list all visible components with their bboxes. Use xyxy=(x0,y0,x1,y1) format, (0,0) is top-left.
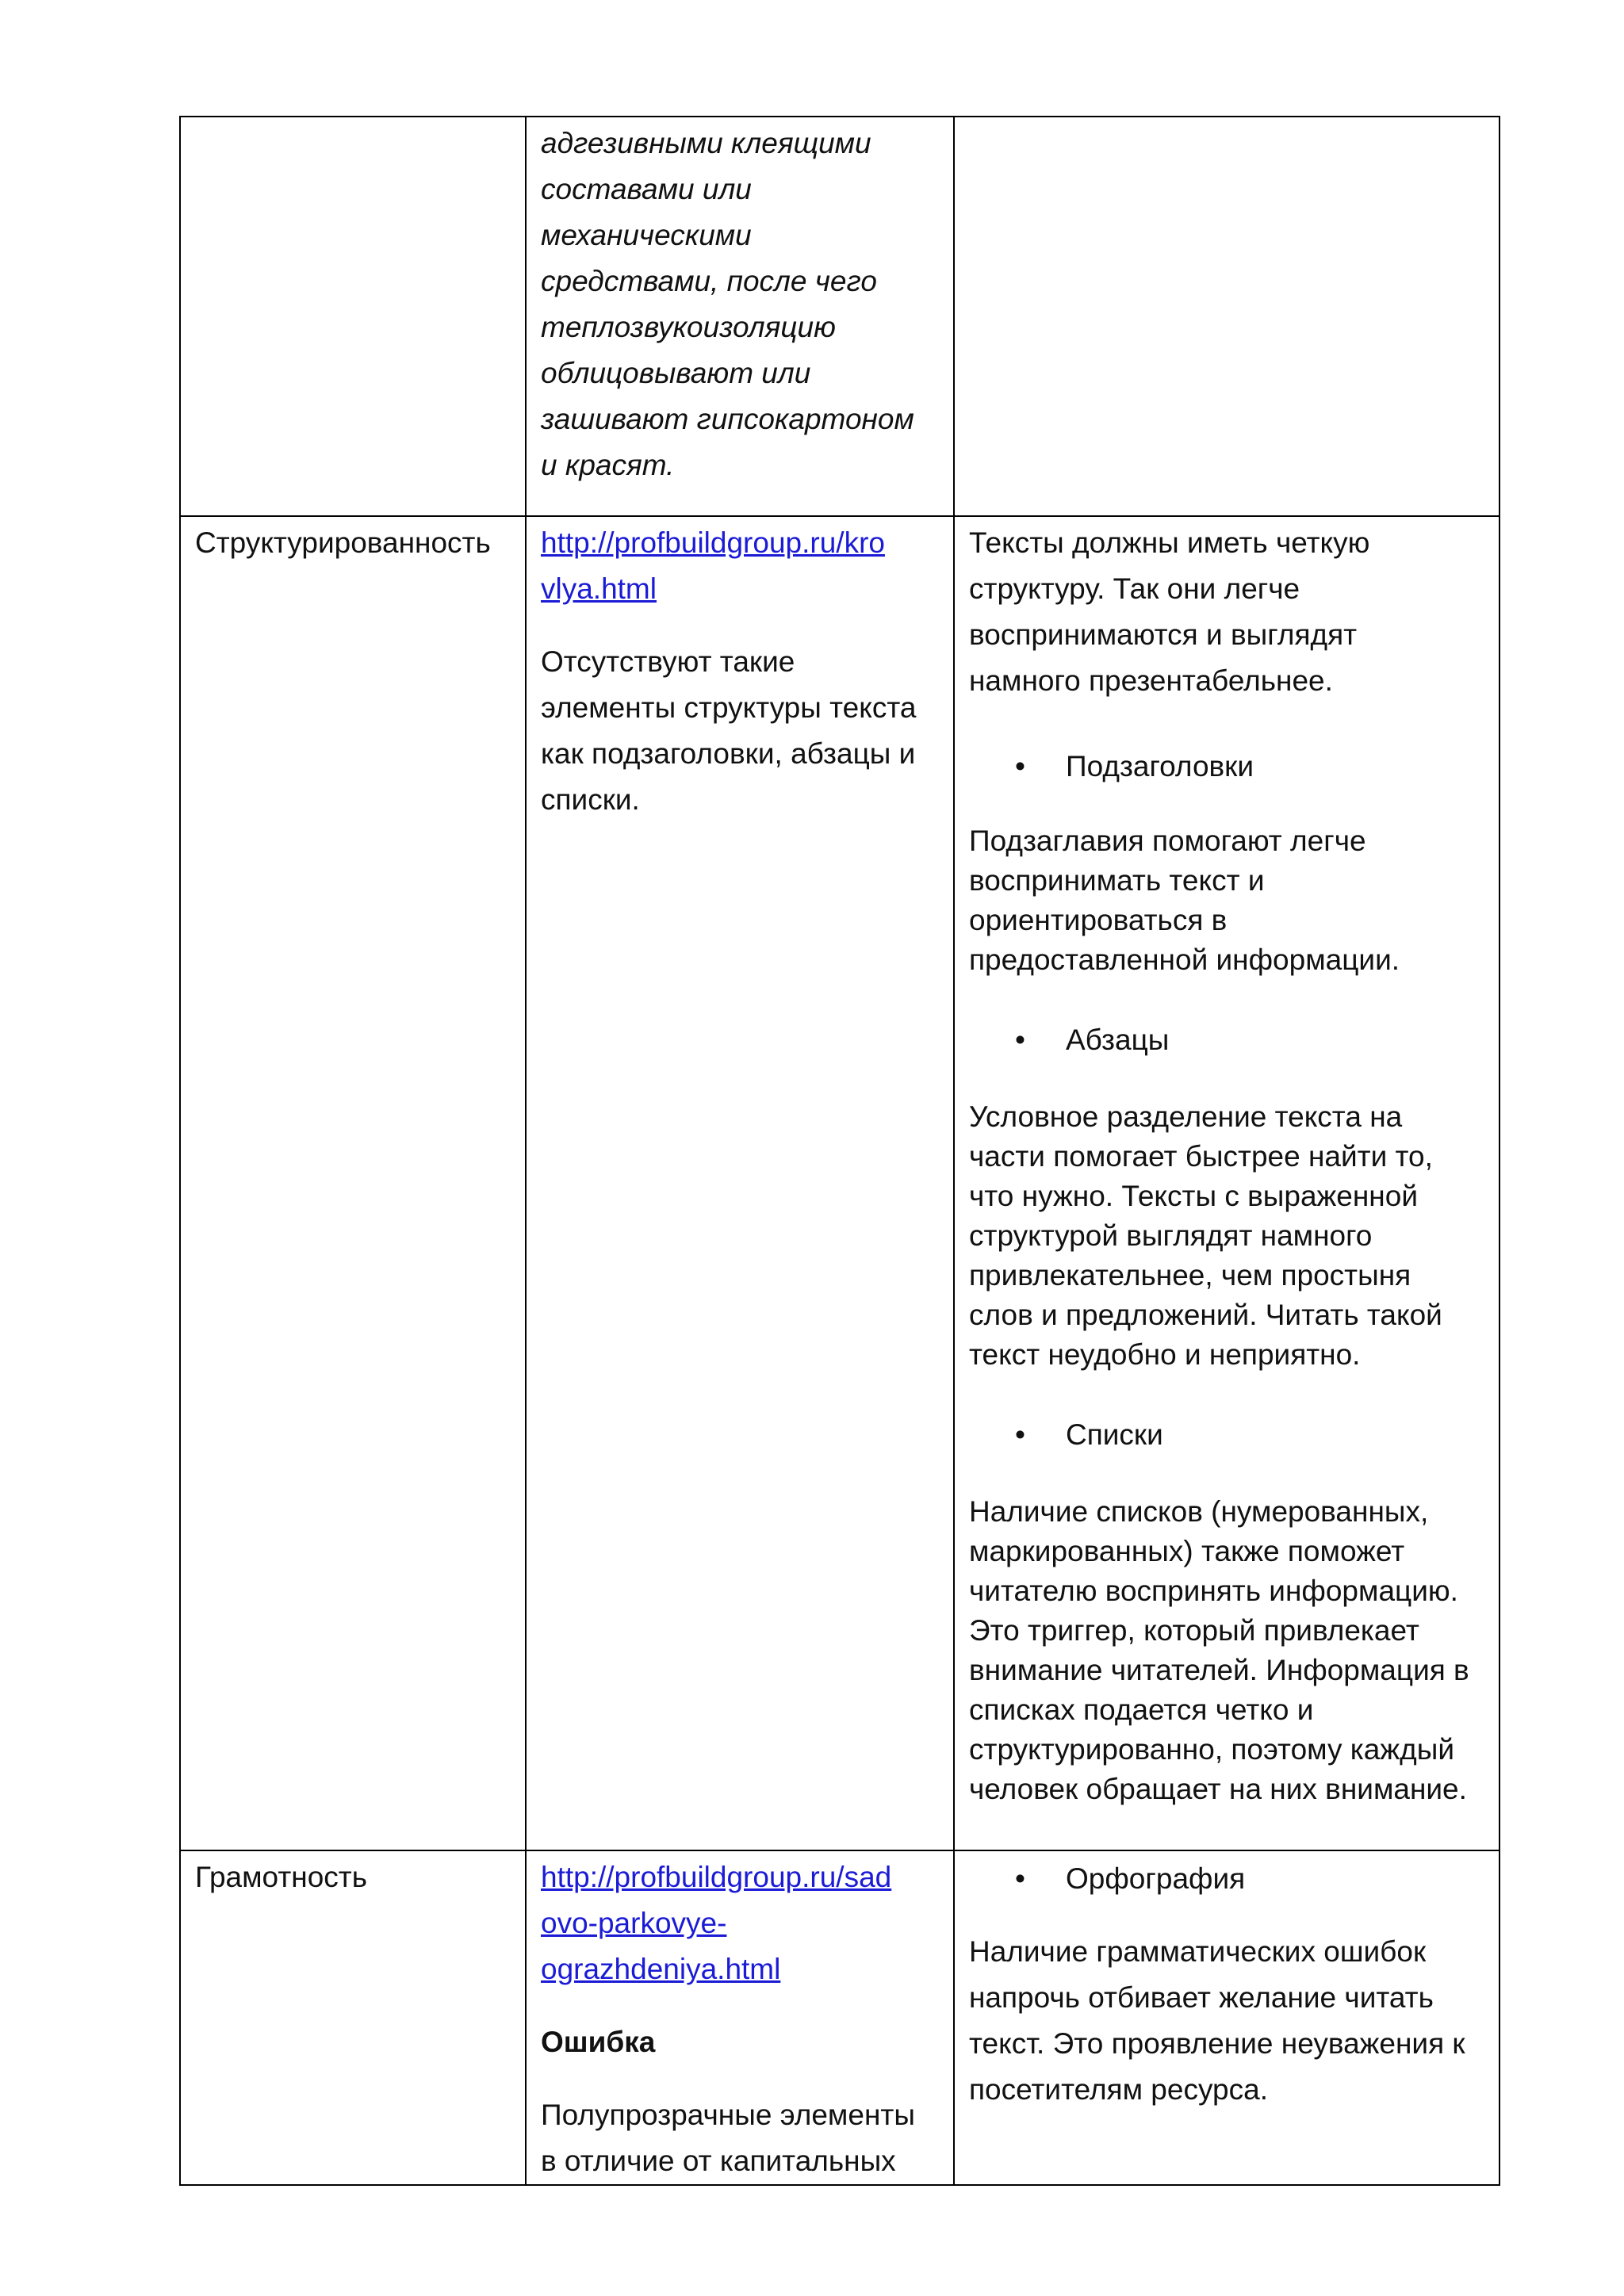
text-line: структурой выглядят намного xyxy=(969,1219,1373,1252)
text-line: элементы структуры текста xyxy=(541,691,917,724)
text-line: воспринимать текст и xyxy=(969,864,1265,897)
text-line: Тексты должны иметь четкую xyxy=(969,526,1370,559)
text-line: Условное разделение текста на xyxy=(969,1100,1403,1133)
paragraph xyxy=(969,1929,1484,2113)
italic-quote xyxy=(541,121,939,488)
bullet-label: Орфография xyxy=(1066,1862,1246,1895)
example-link[interactable] xyxy=(541,1854,939,1992)
text-line: адгезивными клеящими xyxy=(541,127,871,159)
recommendation-cell xyxy=(954,117,1500,516)
text-line: напрочь отбивает желание читать xyxy=(969,1981,1434,2014)
text-line: зашивают гипсокартоном xyxy=(541,403,914,435)
bullet-icon: • xyxy=(1015,1418,1025,1451)
table-row xyxy=(180,117,1500,516)
text-line: слов и предложений. Читать такой xyxy=(969,1299,1442,1331)
text-line: читателю воспринять информацию. xyxy=(969,1575,1458,1607)
bullet-icon: • xyxy=(1015,1024,1025,1056)
example-cell xyxy=(526,516,954,1850)
link-line[interactable]: ovo-parkovye- xyxy=(541,1907,727,1939)
text-line: теплозвукоизоляцию xyxy=(541,311,836,343)
text-line: намного презентабельнее. xyxy=(969,664,1333,697)
text-line: облицовывают или xyxy=(541,357,811,389)
text-line: в отличие от капитальных xyxy=(541,2145,896,2177)
text-line: и красят. xyxy=(541,449,675,481)
link-line[interactable]: http://profbuildgroup.ru/sad xyxy=(541,1861,892,1893)
text-line: структурированно, поэтому каждый xyxy=(969,1733,1454,1766)
text-line: списки. xyxy=(541,783,640,816)
text-line: Это триггер, который привлекает xyxy=(969,1614,1419,1647)
paragraph xyxy=(969,1492,1484,1809)
table-row xyxy=(180,1850,1500,2185)
text-line: предоставленной информации. xyxy=(969,943,1400,976)
text-line: Отсутствуют такие xyxy=(541,645,795,678)
text-line: составами или xyxy=(541,173,752,205)
note-paragraph xyxy=(541,639,939,823)
review-table xyxy=(179,116,1500,2186)
text-line: Наличие грамматических ошибок xyxy=(969,1935,1427,1968)
error-label: Ошибка xyxy=(541,2026,656,2058)
bullet-icon: • xyxy=(1015,1862,1025,1895)
text-line: части помогает быстрее найти то, xyxy=(969,1140,1433,1173)
list-item xyxy=(969,1856,1484,1902)
text-line: посетителям ресурса. xyxy=(969,2073,1268,2106)
text-line: текст неудобно и неприятно. xyxy=(969,1338,1361,1371)
text-line: Полупрозрачные элементы xyxy=(541,2099,915,2131)
text-line: ориентироваться в xyxy=(969,904,1228,936)
link-line[interactable]: ograzhdeniya.html xyxy=(541,1953,781,1985)
criterion-cell xyxy=(180,117,526,516)
link-line[interactable]: http://profbuildgroup.ru/kro xyxy=(541,526,885,559)
criterion-label: Грамотность xyxy=(195,1861,367,1893)
recommendation-cell xyxy=(954,1850,1500,2185)
text-line: структуру. Так они легче xyxy=(969,572,1300,605)
text-line: что нужно. Тексты с выраженной xyxy=(969,1180,1418,1212)
example-link[interactable] xyxy=(541,520,939,612)
text-line: механическими xyxy=(541,219,752,251)
example-cell xyxy=(526,1850,954,2185)
criterion-cell xyxy=(180,1850,526,2185)
text-line: Наличие списков (нумерованных, xyxy=(969,1495,1429,1528)
text-line: текст. Это проявление неуважения к xyxy=(969,2027,1465,2060)
criterion-cell xyxy=(180,516,526,1850)
paragraph xyxy=(969,1097,1484,1375)
text-line: Подзаглавия помогают легче xyxy=(969,825,1366,857)
list-item xyxy=(969,1412,1484,1458)
bullet-label: Абзацы xyxy=(1066,1024,1170,1056)
intro-paragraph xyxy=(969,520,1484,704)
example-cell xyxy=(526,117,954,516)
text-line: привлекательнее, чем простыня xyxy=(969,1259,1411,1292)
text-line: списках подается четко и xyxy=(969,1693,1314,1726)
text-line: маркированных) также поможет xyxy=(969,1535,1405,1567)
recommendation-cell xyxy=(954,516,1500,1850)
text-line: воспринимаются и выглядят xyxy=(969,618,1358,651)
bullet-label: Списки xyxy=(1066,1418,1163,1451)
criterion-label: Структурированность xyxy=(195,526,491,559)
paragraph xyxy=(969,821,1484,980)
bullet-label: Подзаголовки xyxy=(1066,750,1254,783)
link-line[interactable]: vlya.html xyxy=(541,572,657,605)
note-paragraph xyxy=(541,2092,939,2184)
list-item xyxy=(969,744,1484,790)
text-line: внимание читателей. Информация в xyxy=(969,1654,1469,1686)
list-item xyxy=(969,1017,1484,1063)
table-row xyxy=(180,516,1500,1850)
text-line: человек обращает на них внимание. xyxy=(969,1773,1467,1805)
text-line: средствами, после чего xyxy=(541,265,877,297)
bullet-icon: • xyxy=(1015,750,1025,783)
text-line: как подзаголовки, абзацы и xyxy=(541,737,916,770)
